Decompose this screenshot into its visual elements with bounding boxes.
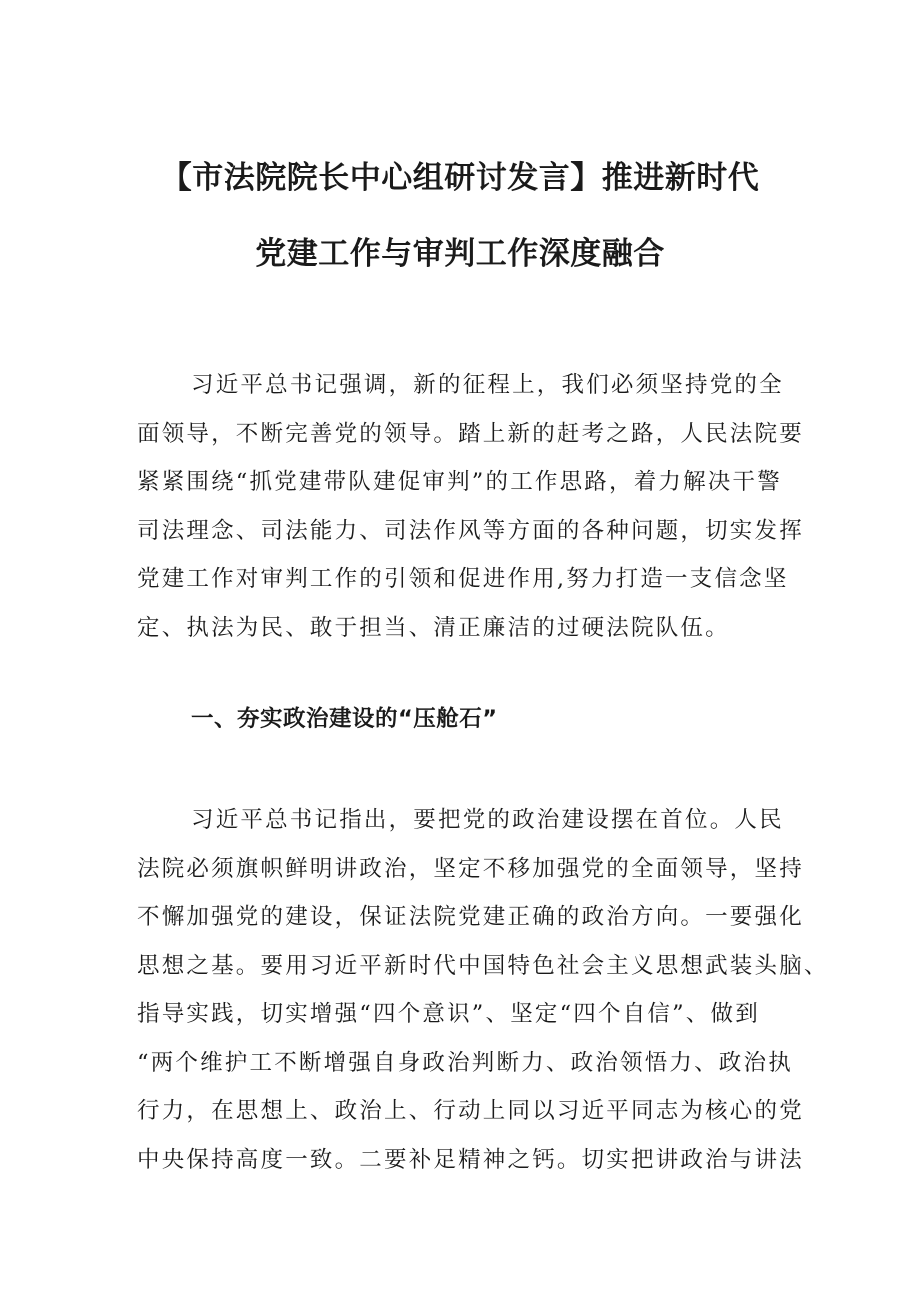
document-title-line-2: 党建工作与审判工作深度融合 xyxy=(255,236,665,272)
paragraph-line: 行力，在思想上、政治上、行动上同以习近平同志为核心的党 xyxy=(137,1098,804,1124)
section-heading-1: 一、夯实政治建设的“压舱石” xyxy=(191,706,498,732)
paragraph-line: 习近平总书记强调，新的征程上，我们必须坚持党的全 xyxy=(191,372,784,398)
paragraph-line: “两个维护工不断增强自身政治判断力、政治领悟力、政治执 xyxy=(137,1049,793,1076)
paragraph-intro xyxy=(137,361,804,652)
paragraph-section-1 xyxy=(137,796,829,1184)
paragraph-line: 习近平总书记指出，要把党的政治建设摆在首位。人民 xyxy=(191,807,784,833)
paragraph-line: 思想之基。要用习近平新时代中国特色社会主义思想武装头脑、 xyxy=(137,952,829,979)
paragraph-line: 法院必须旗帜鲜明讲政治，坚定不移加强党的全面领导，坚持 xyxy=(137,855,804,882)
paragraph-line: 定、执法为民、敢于担当、清正廉洁的过硬法院队伍。 xyxy=(137,614,730,641)
paragraph-line: 指导实践，切实增强“四个意识”、坚定“四个自信”、做到 xyxy=(137,1001,760,1027)
paragraph-line: 中央保持高度一致。二要补足精神之钙。切实把讲政治与讲法 xyxy=(137,1146,804,1173)
paragraph-line: 不懈加强党的建设，保证法院党建正确的政治方向。一要强化 xyxy=(137,904,804,930)
paragraph-line: 面领导，不断完善党的领导。踏上新的赶考之路，人民法院要 xyxy=(137,420,804,447)
paragraph-line: 司法理念、司法能力、司法作风等方面的各种问题，切实发挥 xyxy=(137,517,804,544)
paragraph-line: 紧紧围绕“抓党建带队建促审判”的工作思路，着力解决干警 xyxy=(137,469,782,495)
document-title-line-1: 【市法院院长中心组研讨发言】推进新时代 xyxy=(160,160,760,196)
paragraph-line: 党建工作对审判工作的引领和促进作用,努力打造一支信念坚 xyxy=(137,566,789,592)
